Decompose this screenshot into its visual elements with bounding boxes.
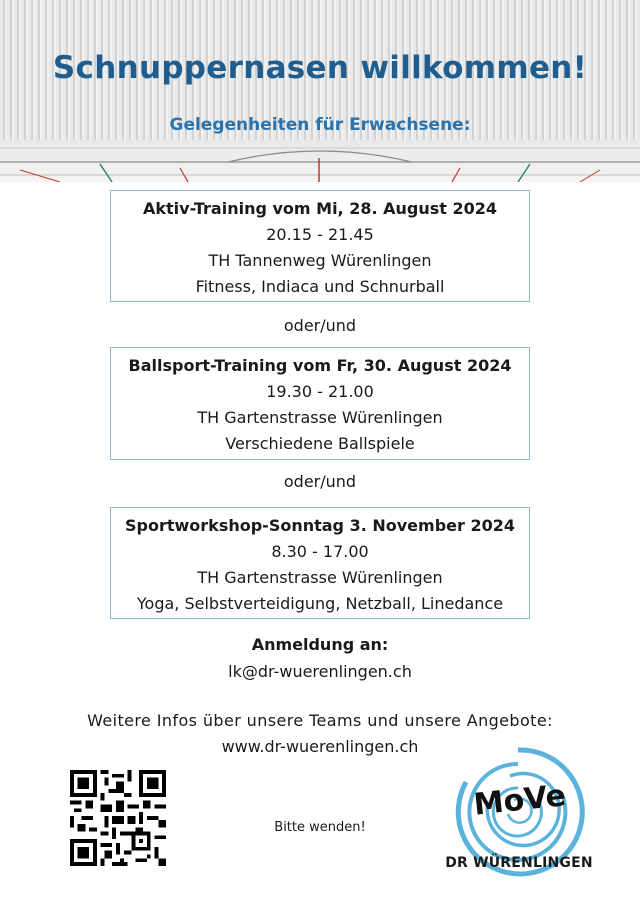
separator-text: oder/und <box>283 472 357 491</box>
page-subtitle: Gelegenheiten für Erwachsene: <box>169 115 471 135</box>
logo-caption: DR WÜRENLINGEN <box>445 855 593 871</box>
event-box-1 <box>110 190 530 302</box>
event-heading: Ballsport-Training vom Fr, 30. August 2024 <box>128 356 512 375</box>
event-time: 8.30 - 17.00 <box>271 542 369 561</box>
header-banner <box>0 0 640 182</box>
registration-email[interactable]: lk@dr-wuerenlingen.ch <box>228 662 412 681</box>
qr-code-icon <box>70 770 166 866</box>
event-box-2 <box>110 347 530 460</box>
page-title: Schnuppernasen willkommen! <box>52 50 588 86</box>
event-location: TH Gartenstrasse Würenlingen <box>197 408 443 427</box>
event-box-3 <box>110 507 530 619</box>
event-time: 20.15 - 21.45 <box>266 225 374 244</box>
event-content: Fitness, Indiaca und Schnurball <box>195 277 445 296</box>
info-text: Weitere Infos über unsere Teams und unsere Angebote: <box>87 711 553 730</box>
event-heading: Aktiv-Training vom Mi, 28. August 2024 <box>142 199 497 218</box>
event-location: TH Gartenstrasse Würenlingen <box>197 568 443 587</box>
event-location: TH Tannenweg Würenlingen <box>208 251 432 270</box>
info-url[interactable]: www.dr-wuerenlingen.ch <box>221 737 419 756</box>
event-time: 19.30 - 21.00 <box>266 382 374 401</box>
gym-floor-lines <box>0 0 640 182</box>
registration-label: Anmeldung an: <box>251 635 389 654</box>
event-content: Verschiedene Ballspiele <box>225 434 415 453</box>
event-content: Yoga, Selbstverteidigung, Netzball, Linedance <box>136 594 504 613</box>
separator-text: oder/und <box>283 316 357 335</box>
logo-word: MoVe <box>472 778 568 823</box>
event-heading: Sportworkshop-Sonntag 3. November 2024 <box>125 516 515 535</box>
turn-page-note: Bitte wenden! <box>274 820 366 835</box>
